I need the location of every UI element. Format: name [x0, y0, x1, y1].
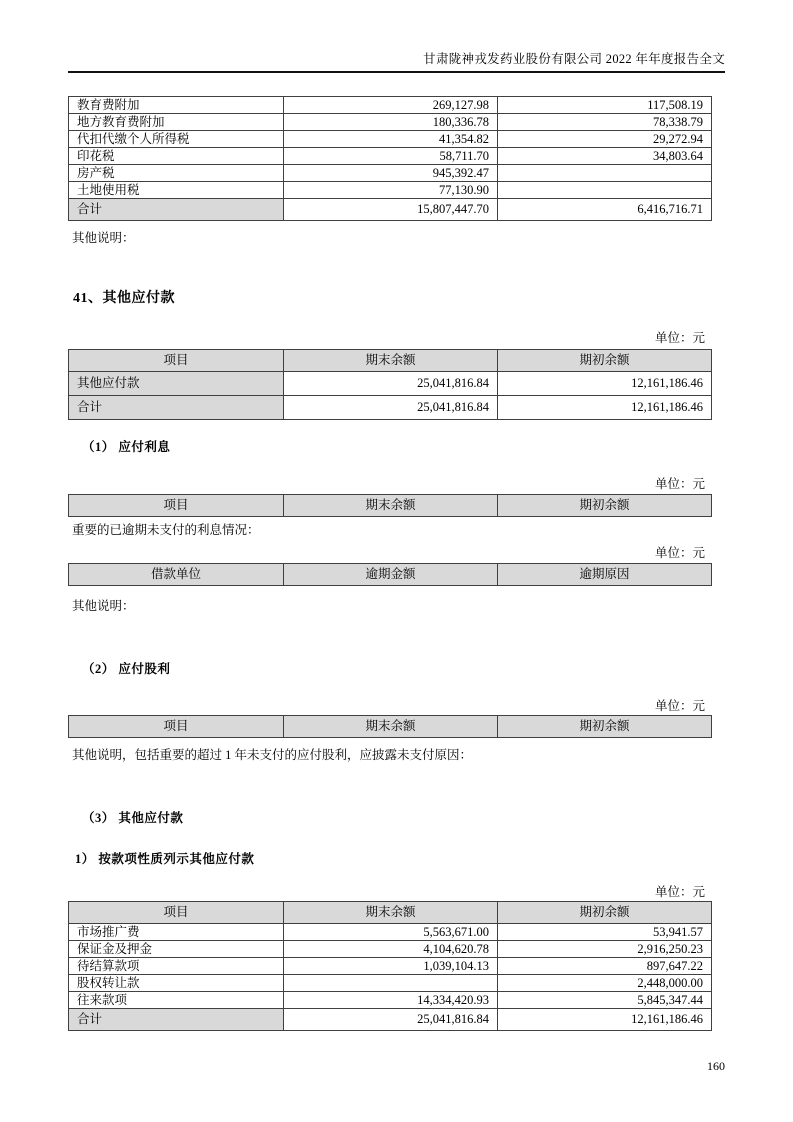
taxes-payable-table — [68, 96, 712, 221]
table-row — [69, 958, 712, 975]
other-notes-label: 其他说明： — [72, 599, 135, 613]
header-row — [69, 350, 712, 372]
column-header-overdue-reason: 逾期原因 — [498, 564, 712, 586]
column-header-closing: 期末余额 — [284, 495, 498, 517]
column-header-closing: 期末余额 — [284, 350, 498, 372]
header-row — [69, 902, 712, 924]
closing-balance: 4,104,620.78 — [284, 941, 498, 958]
table-row — [69, 924, 712, 941]
row-item-label: 市场推广费 — [69, 924, 284, 941]
table-row — [69, 941, 712, 958]
column-header-item: 项目 — [69, 350, 284, 372]
overdue-interest-table — [68, 563, 712, 586]
opening-balance — [498, 182, 712, 199]
column-header-opening: 期初余额 — [498, 902, 712, 924]
row-item-label: 印花税 — [69, 148, 284, 165]
total-label: 合计 — [69, 199, 284, 221]
unit-label: 单位：元 — [654, 546, 705, 560]
column-header-item: 项目 — [69, 716, 284, 738]
opening-balance: 5,845,347.44 — [498, 992, 712, 1009]
opening-balance: 78,338.79 — [498, 114, 712, 131]
total-row — [69, 199, 712, 221]
table-row — [69, 975, 712, 992]
closing-balance: 25,041,816.84 — [284, 1009, 498, 1031]
column-header-borrower: 借款单位 — [69, 564, 284, 586]
row-item-label: 教育费附加 — [69, 97, 284, 114]
row-item-label: 股权转让款 — [69, 975, 284, 992]
row-item-label: 待结算款项 — [69, 958, 284, 975]
opening-balance: 12,161,186.46 — [498, 1009, 712, 1031]
payables-by-nature-table — [68, 901, 712, 1031]
table-row — [69, 992, 712, 1009]
opening-balance: 34,803.64 — [498, 148, 712, 165]
opening-balance: 2,916,250.23 — [498, 941, 712, 958]
section-heading-41: 41、其他应付款 — [73, 291, 175, 306]
dividend-notes: 其他说明，包括重要的超过 1 年未支付的应付股利，应披露未支付原因： — [72, 748, 473, 762]
interest-payable-table — [68, 494, 712, 517]
table-row — [69, 114, 712, 131]
column-header-opening: 期初余额 — [498, 716, 712, 738]
opening-balance: 12,161,186.46 — [498, 396, 712, 420]
column-header-item: 项目 — [69, 495, 284, 517]
closing-balance: 58,711.70 — [284, 148, 498, 165]
unit-label: 单位：元 — [654, 331, 705, 345]
column-header-closing: 期末余额 — [284, 716, 498, 738]
opening-balance: 117,508.19 — [498, 97, 712, 114]
opening-balance — [498, 165, 712, 182]
closing-balance: 14,334,420.93 — [284, 992, 498, 1009]
closing-balance: 25,041,816.84 — [284, 372, 498, 396]
closing-balance: 180,336.78 — [284, 114, 498, 131]
closing-balance: 1,039,104.13 — [284, 958, 498, 975]
column-header-opening: 期初余额 — [498, 350, 712, 372]
total-row — [69, 396, 712, 420]
opening-balance: 897,647.22 — [498, 958, 712, 975]
table-row — [69, 165, 712, 182]
closing-balance: 77,130.90 — [284, 182, 498, 199]
page-header — [68, 52, 725, 73]
column-header-overdue-amount: 逾期金额 — [284, 564, 498, 586]
page-number: 160 — [707, 1059, 725, 1073]
section-heading-dividends-payable: （2） 应付股利 — [82, 662, 171, 676]
row-item-label: 房产税 — [69, 165, 284, 182]
opening-balance: 12,161,186.46 — [498, 372, 712, 396]
table-row — [69, 372, 712, 396]
other-payables-summary-table — [68, 349, 712, 420]
table-row — [69, 182, 712, 199]
closing-balance: 269,127.98 — [284, 97, 498, 114]
report-header-title: 甘肃陇神戎发药业股份有限公司 2022 年年度报告全文 — [423, 52, 725, 66]
row-item-label: 代扣代缴个人所得税 — [69, 131, 284, 148]
closing-balance: 945,392.47 — [284, 165, 498, 182]
opening-balance: 29,272.94 — [498, 131, 712, 148]
header-rule — [68, 71, 725, 73]
column-header-closing: 期末余额 — [284, 902, 498, 924]
header-row — [69, 716, 712, 738]
section-heading-by-nature: 1） 按款项性质列示其他应付款 — [75, 852, 255, 866]
table-row — [69, 148, 712, 165]
row-item-label: 保证金及押金 — [69, 941, 284, 958]
opening-balance: 2,448,000.00 — [498, 975, 712, 992]
closing-balance: 25,041,816.84 — [284, 396, 498, 420]
unit-label: 单位：元 — [654, 885, 705, 899]
closing-balance: 5,563,671.00 — [284, 924, 498, 941]
total-row — [69, 1009, 712, 1031]
other-notes-label: 其他说明： — [72, 231, 135, 245]
closing-balance: 41,354.82 — [284, 131, 498, 148]
table-row — [69, 97, 712, 114]
row-item-label: 土地使用税 — [69, 182, 284, 199]
column-header-item: 项目 — [69, 902, 284, 924]
unit-label: 单位：元 — [654, 477, 705, 491]
header-row — [69, 495, 712, 517]
total-label: 合计 — [69, 1009, 284, 1031]
section-heading-other-payables-detail: （3） 其他应付款 — [82, 811, 184, 825]
closing-balance: 15,807,447.70 — [284, 199, 498, 221]
opening-balance: 53,941.57 — [498, 924, 712, 941]
closing-balance — [284, 975, 498, 992]
opening-balance: 6,416,716.71 — [498, 199, 712, 221]
row-item-label: 其他应付款 — [69, 372, 284, 396]
overdue-interest-caption: 重要的已逾期未支付的利息情况： — [72, 523, 260, 537]
column-header-opening: 期初余额 — [498, 495, 712, 517]
row-item-label: 地方教育费附加 — [69, 114, 284, 131]
unit-label: 单位：元 — [654, 699, 705, 713]
header-row — [69, 564, 712, 586]
row-item-label: 往来款项 — [69, 992, 284, 1009]
section-heading-interest-payable: （1） 应付利息 — [82, 440, 171, 454]
dividends-payable-table — [68, 715, 712, 738]
total-label: 合计 — [69, 396, 284, 420]
table-row — [69, 131, 712, 148]
